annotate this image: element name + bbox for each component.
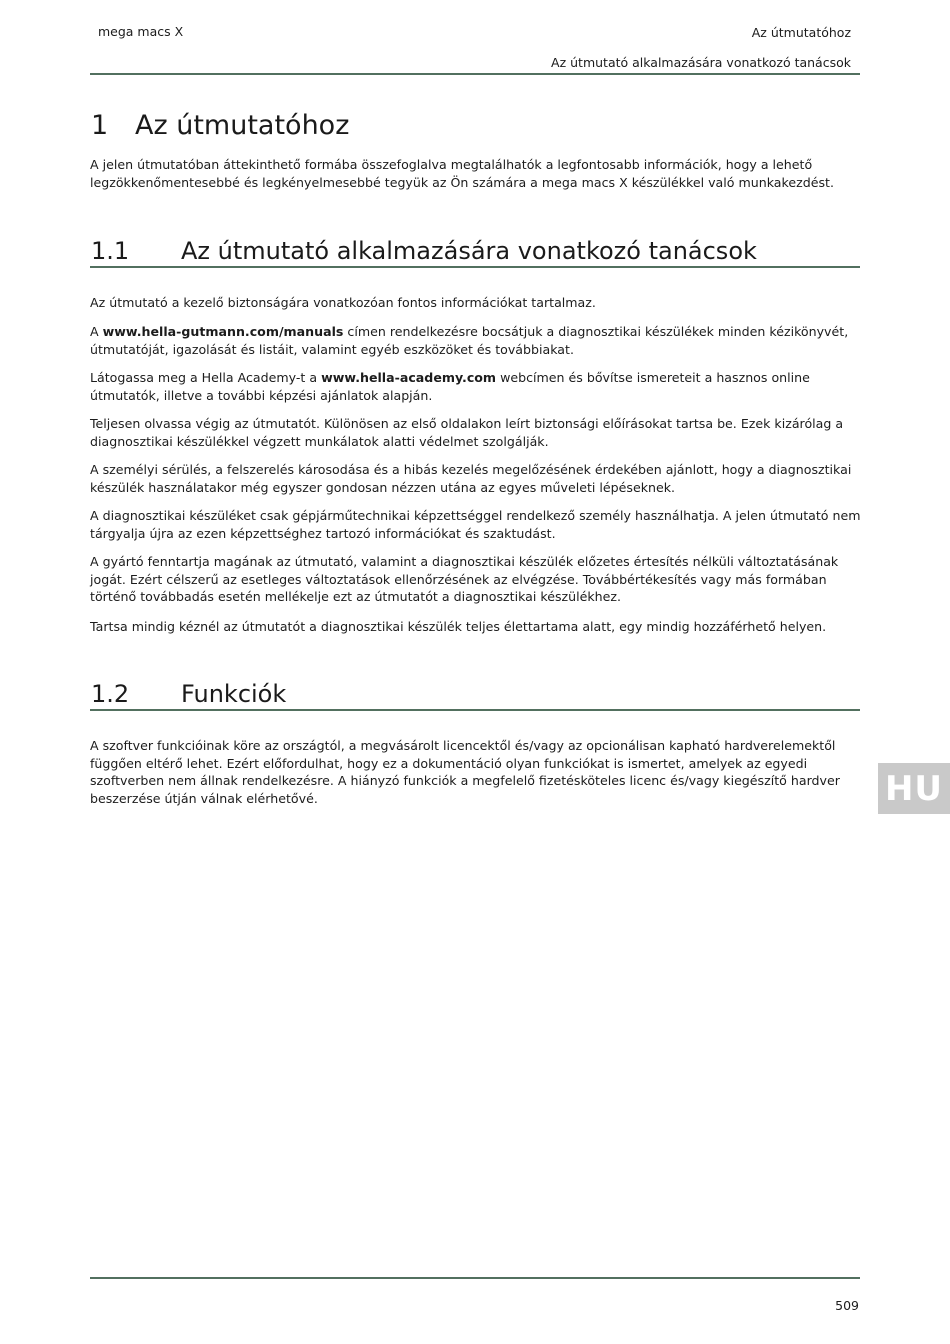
section-1-2-number: 1.2: [91, 680, 130, 708]
section-1-1-number: 1.1: [91, 237, 130, 265]
section-1-1-paragraph-1: Az útmutató a kezelő biztonságára vonatkozóan fontos információkat tartalmaz.: [90, 295, 596, 310]
section-1-1-paragraph-4: Teljesen olvassa végig az útmutatót. Különösen az első oldalakon leírt biztonsági előírásokat tartsa be. Ezek kizárólag a diagnosztikai készülékkel végzett munkálatok alatti védelmet szolgálják.: [90, 416, 844, 449]
chapter-title: Az útmutatóhoz: [135, 110, 350, 141]
paragraph-text: A: [90, 324, 103, 339]
section-1-2-heading: [91, 680, 286, 708]
section-1-1-paragraph-6: A diagnosztikai készüléket csak gépjárműtechnikai képzettséggel rendelkező személy használhatja. A jelen útmutató nem tárgyalja újra az ezen képzettséghez tartozó információkat és szaktudást.: [90, 508, 861, 541]
chapter-intro-paragraph: A jelen útmutatóban áttekinthető formába összefoglalva megtalálhatók a legfontosabb információk, hogy a lehető legzökkenőmentesebbé és legkényelmesebbé tegyük az Ön számára a mega macs X készülékkel való munkakezdést.: [90, 157, 834, 190]
section-1-1-paragraph-3: [90, 369, 862, 404]
section-1-1-paragraph-2: [90, 323, 862, 358]
section-1-1-heading: [91, 237, 757, 265]
footer-rule: [90, 1277, 860, 1279]
page-number: 509: [835, 1298, 859, 1313]
language-tab: HU: [878, 763, 950, 814]
section-1-2-paragraph-1: A szoftver funkcióinak köre az országtól, a megvásárolt licencektől és/vagy az opcionálisan kapható hardverelemektől függően eltérő lehet. Ezért előfordulhat, hogy ez a dokumentáció olyan funkciókat is ismertet, amelyek az egyedi szoftverben nem állnak rendelkezésre. A hiányzó funkciók a megfelelő fizetésköteles licenc és/vagy kiegészítő hardver beszerzése útján válnak elérhetővé.: [90, 738, 840, 806]
header-section-title: Az útmutató alkalmazására vonatkozó tanácsok: [551, 55, 851, 70]
manuals-url: www.hella-gutmann.com/manuals: [102, 324, 344, 339]
academy-url: www.hella-academy.com: [321, 370, 497, 385]
header-chapter-title: Az útmutatóhoz: [751, 25, 851, 40]
header-product-name: mega macs X: [98, 24, 184, 39]
section-1-2-title: Funkciók: [181, 680, 287, 708]
section-1-1-paragraph-8: Tartsa mindig kéznél az útmutatót a diagnosztikai készülék teljes élettartama alatt, egy mindig hozzáférhető helyen.: [90, 619, 827, 634]
chapter-number: 1: [91, 110, 109, 141]
header-rule: [90, 73, 860, 75]
paragraph-text: Látogassa meg a Hella Academy-t a: [90, 370, 322, 385]
chapter-heading: [91, 110, 349, 141]
section-1-1-rule: [90, 266, 860, 268]
paragraph-text: címen rendelkezésre bocsátjuk a diagnosztikai készülékek minden kézikönyvét, útmutatóját, igazolását és listáit, valamint egyéb eszközöket és továbbiakat.: [90, 324, 849, 357]
section-1-1-paragraph-5: A személyi sérülés, a felszerelés károsodása és a hibás kezelés megelőzésének érdekében ajánlott, hogy a diagnosztikai készülék használatakor még egyszer gondosan nézzen utána az egyes műveleti lépéseknek.: [90, 462, 852, 495]
section-1-1-paragraph-7: A gyártó fenntartja magának az útmutató, valamint a diagnosztikai készülék előzetes értesítés nélküli változtatásának jogát. Ezért célszerű az esetleges változtatások ellenőrzésének az elvégzése. Továbbértékesítés vagy más formában történő továbbadás esetén mellékelje ezt az útmutatót a diagnosztikai készülékhez.: [90, 554, 839, 604]
section-1-2-rule: [90, 709, 860, 711]
paragraph-text: webcímen és bővítse ismereteit a hasznos online útmutatók, illetve a további képzési ajánlatok alapján.: [90, 370, 810, 403]
section-1-1-title: Az útmutató alkalmazására vonatkozó tanácsok: [181, 237, 757, 265]
